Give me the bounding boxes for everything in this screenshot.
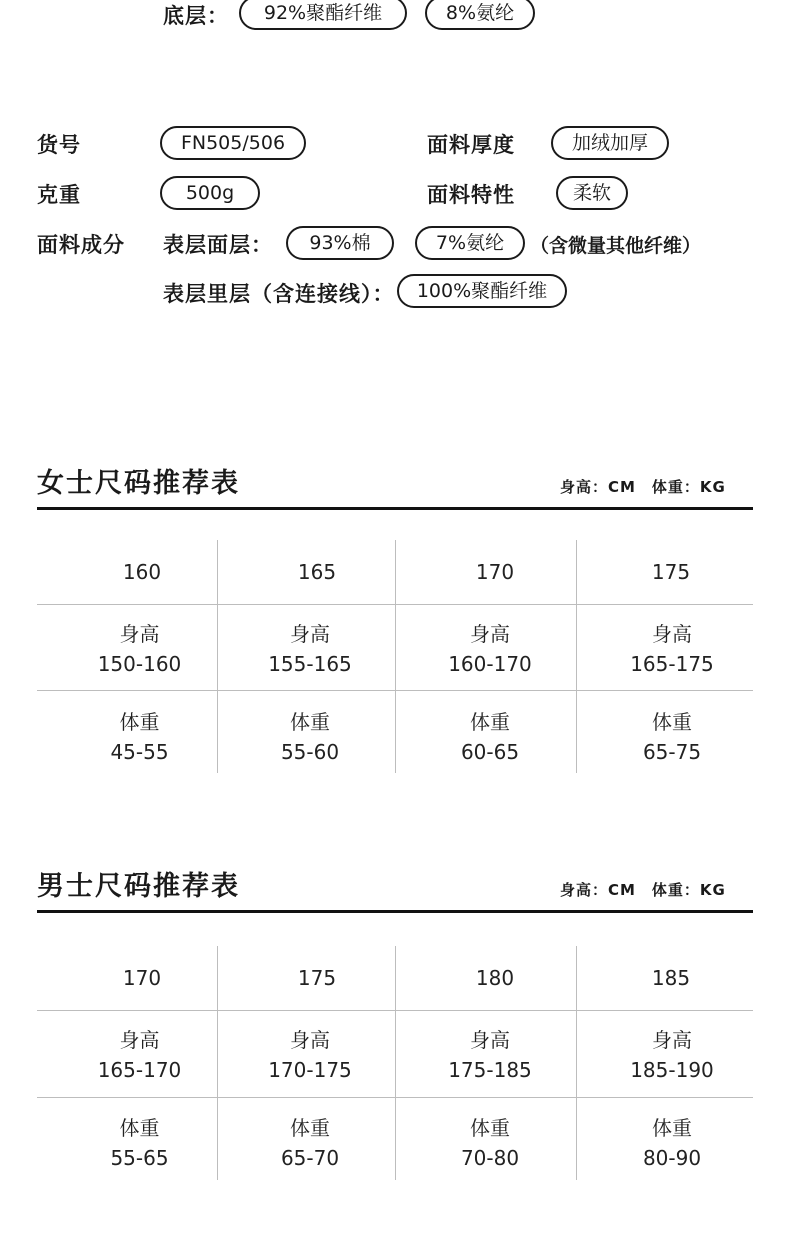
- women-size-table-title: 女士尺码推荐表: [37, 468, 240, 499]
- women-size-cell: 165: [297, 560, 337, 584]
- women-size-cell: 175: [651, 560, 691, 584]
- men-weight-cell: 体重 70-80: [460, 1116, 520, 1170]
- composition-note: （含微量其他纤维）: [530, 235, 702, 257]
- men-weight-cell: 体重 55-65: [110, 1116, 169, 1170]
- bottom-layer-label: 底层：: [163, 4, 229, 28]
- women-height-cell: 身高 150-160: [97, 622, 182, 676]
- women-height-cell: 身高 160-170: [448, 622, 532, 676]
- item-number-value: FN505/506: [160, 126, 306, 160]
- men-row-divider: [37, 1010, 753, 1011]
- inner-layer-value: 100%聚酯纤维: [397, 274, 567, 308]
- men-size-table-title: 男士尺码推荐表: [37, 871, 240, 902]
- men-size-cell: 170: [122, 966, 162, 990]
- women-weight-cell: 体重 55-60: [280, 710, 340, 764]
- men-height-cell: 身高 175-185: [448, 1028, 532, 1082]
- women-size-cell: 170: [475, 560, 515, 584]
- women-weight-cell: 体重 65-75: [642, 710, 702, 764]
- inner-layer-label: 表层里层（含连接线）：: [163, 282, 395, 306]
- men-unit-note: 身高：CM 体重：KG: [560, 881, 726, 899]
- weight-gsm-value: 500g: [160, 176, 260, 210]
- fabric-property-value: 柔软: [556, 176, 628, 210]
- women-height-cell: 身高 165-175: [630, 622, 714, 676]
- men-height-cell: 身高 165-170: [97, 1028, 182, 1082]
- outer-face-value-2: 7%氨纶: [415, 226, 525, 260]
- men-size-cell: 185: [651, 966, 691, 990]
- men-height-cell: 身高 185-190: [630, 1028, 714, 1082]
- men-size-cell: 180: [475, 966, 515, 990]
- men-weight-cell: 体重 80-90: [642, 1116, 702, 1170]
- women-size-cell: 160: [122, 560, 162, 584]
- women-row-divider: [37, 604, 753, 605]
- men-size-cell: 175: [297, 966, 337, 990]
- women-row-divider: [37, 690, 753, 691]
- men-height-cell: 身高 170-175: [268, 1028, 352, 1082]
- bottom-layer-value-2: 8%氨纶: [425, 0, 535, 30]
- women-height-cell: 身高 155-165: [268, 622, 352, 676]
- item-number-label: 货号: [37, 133, 81, 157]
- weight-gsm-label: 克重: [37, 183, 81, 207]
- bottom-layer-value-1: 92%聚酯纤维: [239, 0, 407, 30]
- fabric-thickness-value: 加绒加厚: [551, 126, 669, 160]
- fabric-thickness-label: 面料厚度: [427, 133, 515, 157]
- composition-label: 面料成分: [37, 233, 125, 257]
- men-title-rule: [37, 910, 753, 913]
- women-title-rule: [37, 507, 753, 510]
- men-weight-cell: 体重 65-70: [280, 1116, 340, 1170]
- men-row-divider: [37, 1097, 753, 1098]
- outer-face-value-1: 93%棉: [286, 226, 394, 260]
- women-weight-cell: 体重 60-65: [460, 710, 520, 764]
- women-unit-note: 身高：CM 体重：KG: [560, 478, 726, 496]
- fabric-property-label: 面料特性: [427, 183, 515, 207]
- women-weight-cell: 体重 45-55: [110, 710, 169, 764]
- outer-face-label: 表层面层：: [163, 233, 273, 257]
